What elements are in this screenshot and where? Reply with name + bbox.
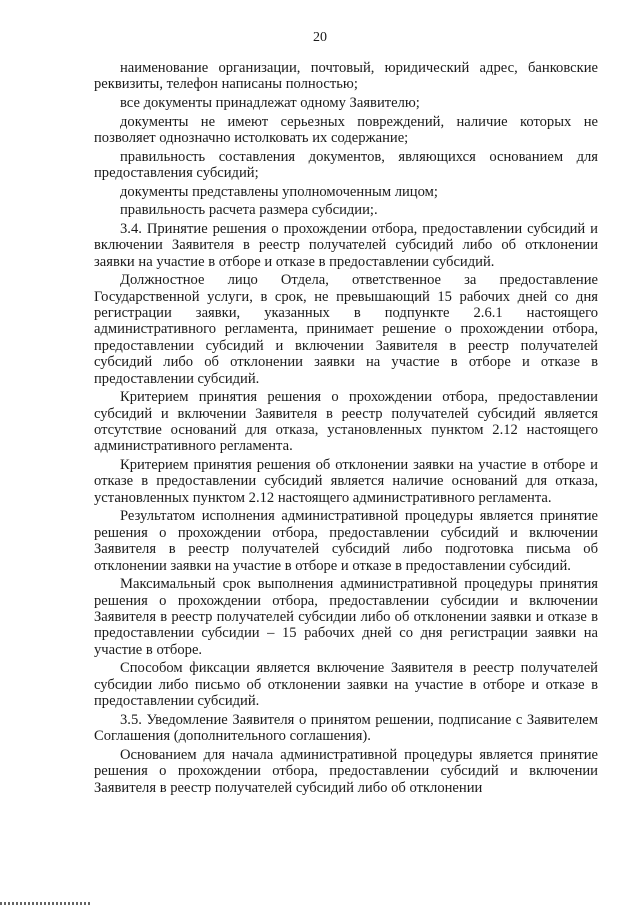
paragraph: все документы принадлежат одному Заявителю; xyxy=(120,95,420,111)
paragraph: наименование организации, почтовый, юридический адрес, банковские реквизиты, телефон написаны полностью; xyxy=(94,60,598,93)
section-heading-3-5: 3.5. Уведомление Заявителя о принятом решении, подписание с Заявителем Соглашения (дополнительного соглашения). xyxy=(94,711,598,745)
page-number: 20 xyxy=(313,30,327,45)
paragraph: Основанием для начала административной процедуры является принятие решения о прохождении отбора, предоставлении субсидий и включении Заявителя в реестр получателей субсидий либо об отклонении xyxy=(94,746,598,796)
paragraph: Критерием принятия решения об отклонении заявки на участие в отборе и отказе в предоставлении субсидий является наличие оснований для отказа, установленных пунктом 2.12 настоящего административного регламента. xyxy=(94,457,598,506)
document-body xyxy=(94,60,598,798)
paragraph: документы представлены уполномоченным лицом; xyxy=(120,183,438,200)
paragraph: Способом фиксации является включение Заявителя в реестр получателей субсидии либо письмо об отклонении заявки на участие в отборе и отказе в предоставлении субсидий. xyxy=(94,660,598,710)
paragraph: Максимальный срок выполнения административной процедуры принятия решения о прохождении отбора, предоставлении субсидии и включении Заявителя в реестр получателей субсидии либо об отклонении заявки и отказе в предоставлении субсидии – 15 рабочих дней со дня регистрации заявки на участие в отборе. xyxy=(94,576,598,658)
section-heading-3-4: 3.4. Принятие решения о прохождении отбора, предоставлении субсидий и включении Заявителя в реестр получателей субсидий либо об отклонении заявки на участие в отборе и отказе в предоставлении субсидий. xyxy=(94,220,598,270)
paragraph: Критерием принятия решения о прохождении отбора, предоставлении субсидий и включении Заявителя в реестр получателей субсидий является отсутствие оснований для отказа, установленных пунктом 2.12 настоящего административного регламента. xyxy=(94,389,598,455)
paragraph: документы не имеют серьезных повреждений, наличие которых не позволяет однозначно истолковать их содержание; xyxy=(94,113,598,146)
paragraph: правильность расчета размера субсидии;. xyxy=(120,202,378,219)
paragraph: правильность составления документов, являющихся основанием для предоставления субсидий; xyxy=(94,148,598,181)
paragraph: Должностное лицо Отдела, ответственное за предоставление Государственной услуги, в срок, не превышающий 15 рабочих дней со дня регистрации заявки, указанных в подпункте 2.6.1 настоящего административного регламента, принимает решение о прохождении отбора, предоставлении субсидий и включении Заявителя в реестр получателей субсидий либо об отклонении заявки на участие в отборе и отказе в предоставлении субсидий. xyxy=(94,272,598,387)
paragraph: Результатом исполнения административной процедуры является принятие решения о прохождении отбора, предоставлении субсидий и включении Заявителя в реестр получателей субсидий либо подготовка письма об отклонении заявки на участие в отборе и отказе в предоставлении субсидий. xyxy=(94,508,598,574)
